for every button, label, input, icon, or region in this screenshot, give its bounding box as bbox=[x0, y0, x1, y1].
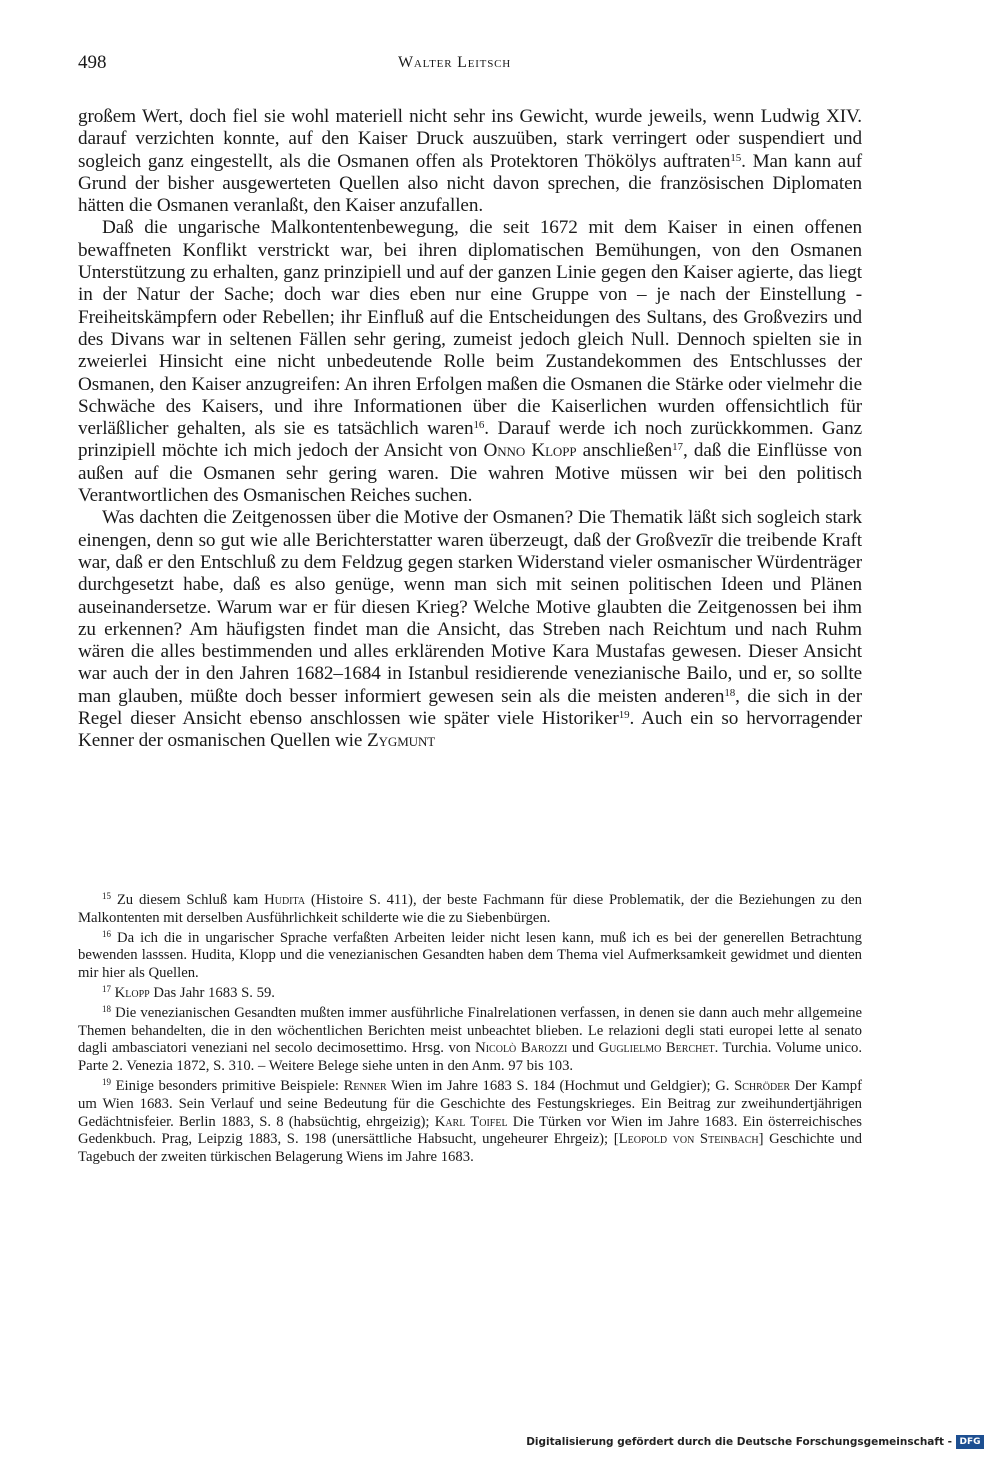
footnote-ref: 17 bbox=[672, 441, 683, 454]
footnote-17: $^{17}$ Klopp Das Jahr 1683 S. 59. bbox=[102, 984, 275, 1001]
dfg-funding-note: Digitalisierung gefördert durch die Deutsche Forschungsgemeinschaft - bbox=[526, 1436, 952, 1448]
footnote-ref: 19 bbox=[618, 708, 630, 721]
dfg-logo: DFG bbox=[956, 1435, 984, 1449]
author-name: Zygmunt bbox=[367, 730, 436, 752]
paragraph: Daß die ungarische Malkontentenbewegung, die seit 1672 mit dem Kaiser in einen offenen bewaffneten Konflikt verstrickt war, bei ihren diplomatischen Bemühungen, von den Osmanen Unterstützung zu erhalten, ganz prinzipiell und auf der ganzen Linie gegen den Kaiser agierte, das liegt in der Natur der Sache; doch war dies eben nur eine Gruppe von – je nach der Einstellung - Freiheitskämpfern oder Rebellen; ihr Einfluß auf die Entscheidungen des Sultans, des Großvezirs und des Divans war in seltenen Fällen sehr gering, zumeist jedoch gleich Null. Dennoch spielten sie in zweierlei Hinsicht eine nicht unbedeutende Rolle beim Zustandekommen des Entschlusses der Osmanen, den Kaiser anzugreifen: An ihren Erfolgen maßen die Osmanen die Stärke oder vielmehr die Schwäche des Kaisers, und ihre Informationen über die Kaiserlichen wurden offensichtlich für verläßlicher gehalten, als sie es tatsächlich waren$^{16}$. Darauf werde ich noch zurückkommen. Ganz prinzipiell möchte ich mich jedoch der Ansicht von Onno Klopp anschließen$^{17}$, daß die Einflüsse von außen auf die Osmanen sehr gering waren. Die wahren Motive müssen wir bei den politisch Verantwortlichen des Osmanischen Reiches suchen. bbox=[78, 217, 862, 507]
main-text bbox=[78, 106, 862, 753]
footnote-18: $^{18}$ Die venezianischen Gesandten mußten immer ausführliche Finalrelationen verfassen, in denen sie dann auch mehr allgemeine Themen behandelten, die in den wöchentlichen Berichten meist unbeachtet blieben. Le relazioni degli stati europei lette al senato dagli ambasciatori veneziani nel secolo decimosettimo. Hrsg. von Nicolò Barozzi und Guglielmo Berchet. Turchia. Volume unico. Parte 2. Venezia 1872, S. 310. – Weitere Belege siehe unten in den Anm. 97 bis 103. bbox=[78, 1003, 862, 1075]
footnote-ref: 15 bbox=[730, 151, 742, 164]
page-header bbox=[78, 52, 862, 82]
footnote-ref: 16 bbox=[473, 419, 485, 432]
dfg-footer bbox=[526, 1432, 984, 1452]
page-number: 498 bbox=[78, 52, 107, 73]
footnote-19: $^{19}$ Einige besonders primitive Beispiele: Renner Wien im Jahre 1683 S. 184 (Hochmut und Geldgier); G. Schröder Der Kampf um Wien 1683. Sein Verlauf und seine Bedeutung für die Geschichte des Festungskrieges. Ein Beitrag zur zweihundertjährigen Gedächtnisfeier. Berlin 1883, S. 8 (habsüchtig, ehrgeizig); Karl Toifel Die Türken vor Wien im Jahre 1683. Ein österreichisches Gedenkbuch. Prag, Leipzig 1883, S. 198 (unersättliche Habsucht, ungeheurer Ehrgeiz); [Leopold von Steinbach] Geschichte und Tagebuch der zweiten türkischen Belagerung Wiens im Jahre 1683. bbox=[78, 1077, 863, 1166]
author-name: Onno Klopp bbox=[483, 440, 577, 462]
footnote-15: $^{15}$ Zu diesem Schluß kam Hudita (Histoire S. 411), der beste Fachmann für diese Problematik, der die Beziehungen zu den Malkontenten mit derselben Ausführlichkeit schilderte wie die zu Siebenbürgen. bbox=[78, 891, 862, 926]
paragraph: großem Wert, doch fiel sie wohl materiell nicht sehr ins Gewicht, wurde jeweils, wenn Ludwig XIV. darauf verzichten konnte, auf den Kaiser Druck auszuüben, stark verringert oder suspendiert und sogleich ganz eingestellt, als die Osmanen offen als Protektoren Thökölys auftraten$^{15}$. Man kann auf Grund der bisher ausgewerteten Quellen also nicht davon sprechen, die französischen Diplomaten hätten die Osmanen veranlaßt, den Kaiser anzufallen. bbox=[78, 106, 862, 217]
paragraph: Was dachten die Zeitgenossen über die Motive der Osmanen? Die Thematik läßt sich sogleich stark einengen, denn so gut wie alle Berichterstatter waren überzeugt, daß der Großvezīr die treibende Kraft war, daß er den Entschluß zu dem Feldzug gegen starken Widerstand vieler osmanischer Würdenträger durchgesetzt habe, daß es also genüge, wenn man sich mit seinen politischen Ideen und Plänen auseinandersetze. Warum war er für diesen Krieg? Welche Motive glaubten die Zeitgenossen bei ihm zu erkennen? Am häufigsten findet man die Ansicht, das Streben nach Reichtum und nach Ruhm wären die alles bestimmenden und alles erklärenden Motive Kara Mustafas gewesen. Dieser Ansicht war auch der in den Jahren 1682–1684 in Istanbul residierende venezianische Bailo, und er, so sollte man glauben, müßte doch besser informiert gewesen sein als die meisten anderen$^{18}$, die sich in der Regel dieser Ansicht ebenso anschlossen wie später viele Historiker$^{19}$. Auch ein so hervorragender Kenner der osmanischen Quellen wie Zygmunt bbox=[78, 507, 863, 752]
footnotes bbox=[78, 892, 862, 1167]
running-head: Walter Leitsch bbox=[398, 54, 512, 71]
footnote-16: $^{16}$ Da ich die in ungarischer Sprache verfaßten Arbeiten leider nicht lesen kann, muß ich es bei der generellen Betrachtung bewenden lasssen. Hudita, Klopp und die venezianischen Gesandten haben dem Thema viel Aufmerksamkeit gewidmet und dienten mir hier als Quellen. bbox=[78, 928, 862, 982]
footnote-ref: 18 bbox=[724, 686, 736, 699]
